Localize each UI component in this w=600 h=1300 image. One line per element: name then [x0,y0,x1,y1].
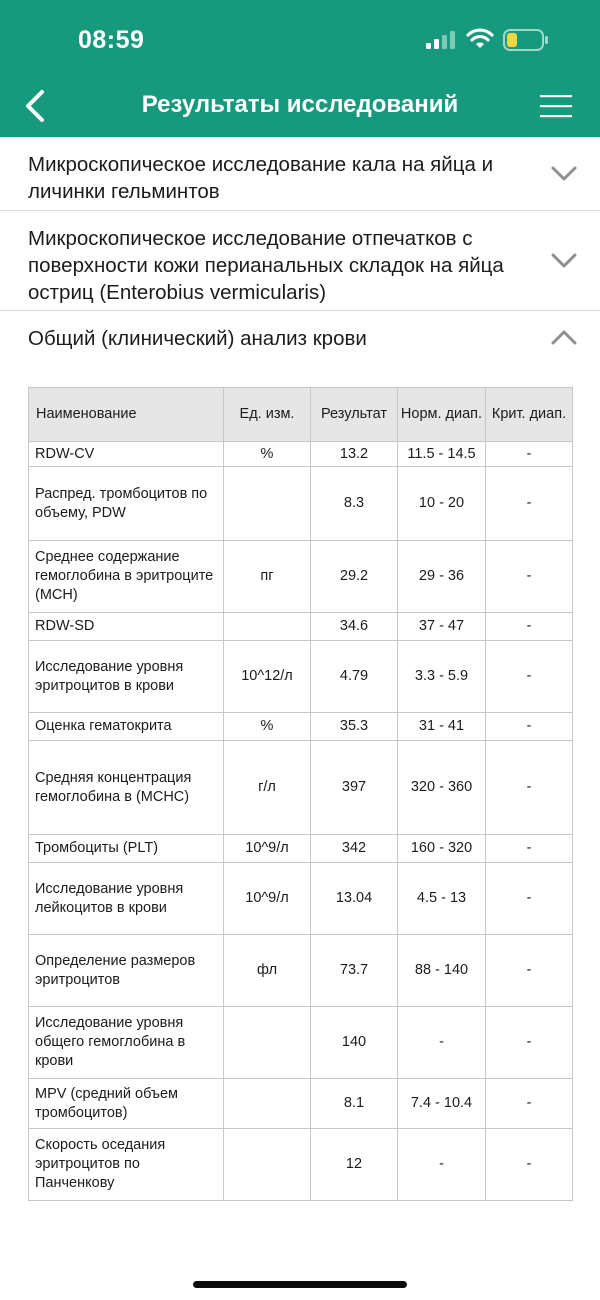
cell-norm: 10 - 20 [398,467,486,541]
cell-crit: - [486,741,573,835]
chevron-down-icon[interactable] [550,252,578,270]
chevron-up-icon[interactable] [550,328,578,346]
hamburger-menu-icon[interactable] [538,92,574,120]
cell-norm: 320 - 360 [398,741,486,835]
table-row [29,835,573,863]
table-row [29,467,573,541]
app-header [0,0,600,137]
cell-unit [224,1129,311,1201]
wifi-icon [466,28,494,50]
cell-unit: г/л [224,741,311,835]
table-row [29,541,573,613]
section-stool-microscopy[interactable] [0,137,600,211]
cell-unit: пг [224,541,311,613]
blood-test-results-table [28,387,573,1201]
table-row [29,863,573,935]
table-row [29,935,573,1007]
table-header-row [29,388,573,442]
cell-norm: 31 - 41 [398,713,486,741]
table-row [29,641,573,713]
cell-crit: - [486,835,573,863]
cell-result: 140 [311,1007,398,1079]
section-perianal-swab[interactable] [0,211,600,311]
cell-result: 8.1 [311,1079,398,1129]
section-title: Микроскопическое исследование кала на яйца и личинки гельминтов [28,153,494,203]
cell-result: 34.6 [311,613,398,641]
cell-unit: 10^12/л [224,641,311,713]
cell-norm: 88 - 140 [398,935,486,1007]
cellular-signal-icon [426,31,456,49]
cell-crit: - [486,641,573,713]
cell-unit: % [224,442,311,467]
cell-name: Распред. тромбоцитов по объему, PDW [29,467,224,541]
cell-norm: 160 - 320 [398,835,486,863]
status-bar [0,0,600,80]
navigation-bar [0,80,600,137]
table-row [29,1007,573,1079]
cell-norm: 4.5 - 13 [398,863,486,935]
column-header-result: Результат [311,388,398,442]
cell-crit: - [486,467,573,541]
cell-crit: - [486,442,573,467]
cell-name: Средняя концентрация гемоглобина в (MCHC) [29,741,224,835]
cell-name: Оценка гематокрита [29,713,224,741]
cell-result: 35.3 [311,713,398,741]
table-row [29,713,573,741]
column-header-crit: Крит. диап. [486,388,573,442]
section-title: Общий (клинический) анализ крови [28,327,367,350]
table-row [29,442,573,467]
cell-crit: - [486,1129,573,1201]
table-row [29,1079,573,1129]
cell-name: Среднее содержание гемоглобина в эритроците (MCH) [29,541,224,613]
chevron-down-icon[interactable] [550,165,578,183]
cell-crit: - [486,935,573,1007]
cell-crit: - [486,1079,573,1129]
page-title: Результаты исследований [141,91,459,118]
cell-result: 8.3 [311,467,398,541]
cell-result: 13.2 [311,442,398,467]
cell-name: MPV (средний объем тромбоцитов) [29,1079,224,1129]
cell-crit: - [486,1007,573,1079]
cell-name: RDW-CV [29,442,224,467]
cell-unit [224,467,311,541]
back-chevron-icon[interactable] [22,88,52,124]
status-time: 08:59 [78,26,145,54]
cell-norm: 11.5 - 14.5 [398,442,486,467]
cell-result: 13.04 [311,863,398,935]
cell-unit: 10^9/л [224,863,311,935]
cell-name: Исследование уровня эритроцитов в крови [29,641,224,713]
home-indicator[interactable] [193,1281,407,1288]
cell-norm: 37 - 47 [398,613,486,641]
cell-unit: % [224,713,311,741]
cell-name: RDW-SD [29,613,224,641]
cell-name: Скорость оседания эритроцитов по Панченкову [29,1129,224,1201]
cell-norm: 29 - 36 [398,541,486,613]
cell-unit: 10^9/л [224,835,311,863]
battery-icon [503,29,549,51]
cell-crit: - [486,713,573,741]
section-title: Микроскопическое исследование отпечатков с поверхности кожи перианальных складок на яйца остриц (Enterobius vermicularis) [28,227,504,304]
table-row [29,741,573,835]
column-header-norm: Норм. диап. [398,388,486,442]
cell-crit: - [486,863,573,935]
cell-norm: 7.4 - 10.4 [398,1079,486,1129]
cell-unit [224,613,311,641]
cell-result: 29.2 [311,541,398,613]
cell-unit [224,1079,311,1129]
cell-name: Определение размеров эритроцитов [29,935,224,1007]
column-header-unit: Ед. изм. [224,388,311,442]
table-row [29,613,573,641]
column-header-name: Наименование [29,388,224,442]
cell-result: 342 [311,835,398,863]
cell-name: Тромбоциты (PLT) [29,835,224,863]
cell-unit [224,1007,311,1079]
cell-crit: - [486,541,573,613]
cell-crit: - [486,613,573,641]
cell-norm: 3.3 - 5.9 [398,641,486,713]
table-row [29,1129,573,1201]
cell-result: 73.7 [311,935,398,1007]
cell-name: Исследование уровня общего гемоглобина в крови [29,1007,224,1079]
cell-result: 12 [311,1129,398,1201]
cell-norm: - [398,1129,486,1201]
cell-name: Исследование уровня лейкоцитов в крови [29,863,224,935]
cell-result: 397 [311,741,398,835]
cell-norm: - [398,1007,486,1079]
cell-result: 4.79 [311,641,398,713]
cell-unit: фл [224,935,311,1007]
